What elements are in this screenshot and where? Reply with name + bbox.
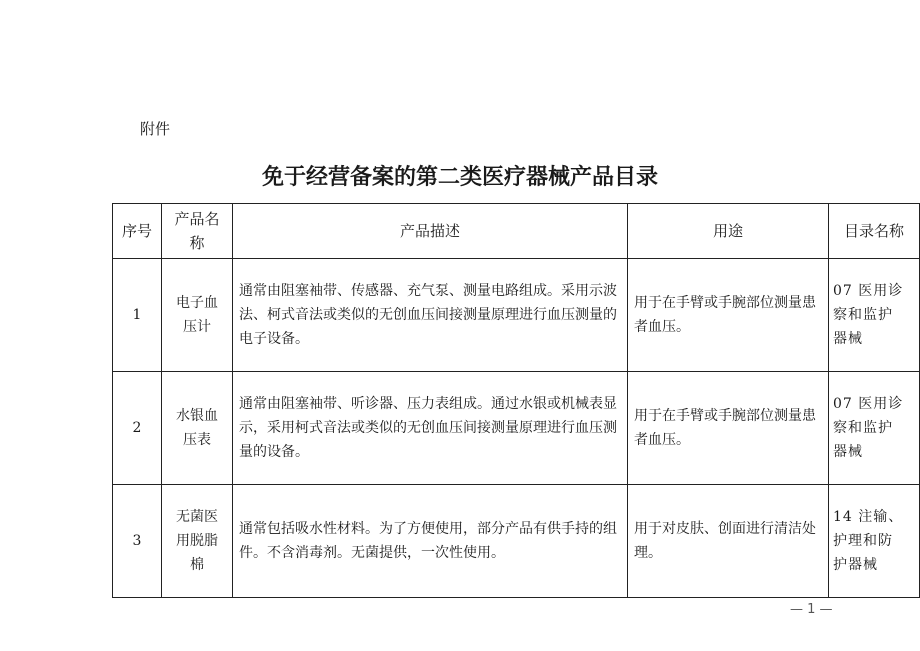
cell-name-text: 水银血压表 [176, 408, 218, 448]
cell-usage: 用于对皮肤、创面进行清洁处理。 [628, 485, 829, 598]
cell-category [829, 372, 920, 485]
header-index: 序号 [113, 204, 162, 259]
cell-name [162, 372, 233, 485]
table-header-row [113, 204, 920, 259]
table-row [113, 372, 920, 485]
cell-usage: 用于在手臂或手腕部位测量患者血压。 [628, 372, 829, 485]
page-number: — 1 — [790, 602, 833, 617]
cell-description: 通常包括吸水性材料。为了方便使用，部分产品有供手持的组件。不含消毒剂。无菌提供，一次性使用。 [233, 485, 628, 598]
document-title: 免于经营备案的第二类医疗器械产品目录 [261, 165, 658, 190]
header-category: 目录名称 [829, 204, 920, 259]
product-catalog-table [112, 203, 920, 598]
header-description: 产品描述 [233, 204, 628, 259]
cell-name-text: 无菌医用脱脂棉 [176, 509, 218, 573]
cell-usage: 用于在手臂或手腕部位测量患者血压。 [628, 259, 829, 372]
header-usage: 用途 [628, 204, 829, 259]
cell-category-text: 07 医用诊察和监护器械 [833, 396, 904, 460]
cell-index: 1 [113, 259, 162, 372]
cell-name [162, 259, 233, 372]
cell-category [829, 485, 920, 598]
table-row [113, 485, 920, 598]
cell-category-text: 07 医用诊察和监护器械 [833, 283, 904, 347]
cell-category [829, 259, 920, 372]
cell-name [162, 485, 233, 598]
cell-index: 3 [113, 485, 162, 598]
cell-description: 通常由阻塞袖带、传感器、充气泵、测量电路组成。采用示波法、柯式音法或类似的无创血压间接测量原理进行血压测量的电子设备。 [233, 259, 628, 372]
header-name-text: 产品名称 [174, 210, 220, 252]
cell-category-text: 14 注输、护理和防护器械 [833, 509, 904, 573]
cell-description: 通常由阻塞袖带、听诊器、压力表组成。通过水银或机械表显示，采用柯式音法或类似的无创血压间接测量原理进行血压测量的设备。 [233, 372, 628, 485]
table-row [113, 259, 920, 372]
cell-index: 2 [113, 372, 162, 485]
attachment-label: 附件 [140, 120, 171, 138]
header-name [162, 204, 233, 259]
cell-name-text: 电子血压计 [176, 295, 218, 335]
